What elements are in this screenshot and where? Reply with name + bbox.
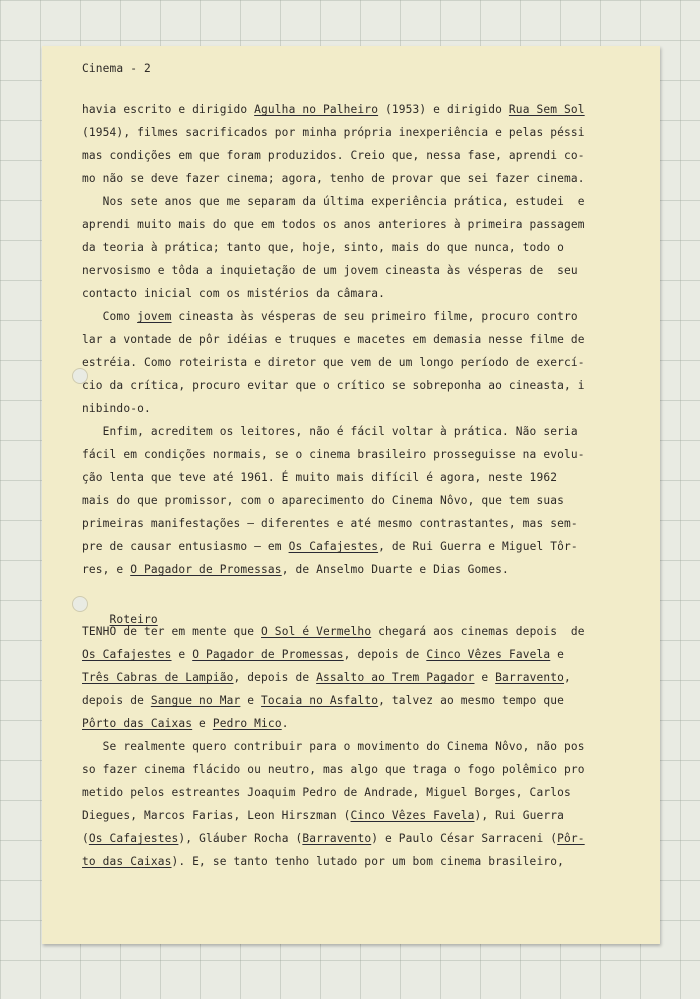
text-segment: , de Rui Guerra e Miguel Tôr-	[378, 540, 578, 553]
text-line	[82, 689, 630, 712]
text-line	[82, 351, 630, 374]
film-title: Pôr-	[557, 832, 585, 845]
text-line	[82, 804, 630, 827]
text-segment: nervosismo e tôda a inquietação de um jovem cineasta às vésperas de seu	[82, 264, 578, 277]
paragraph	[82, 620, 630, 735]
section-heading-text: Roteiro	[109, 613, 158, 626]
text-segment: aprendi muito mais do que em todos os anos anteriores à primeira passagem	[82, 218, 585, 231]
text-segment: e	[171, 648, 193, 661]
film-title: Tocaia no Asfalto	[261, 694, 379, 707]
text-line	[82, 167, 630, 190]
text-segment: ,	[564, 671, 571, 684]
text-segment: res, e	[82, 563, 131, 576]
text-segment: mas condições em que foram produzidos. Creio que, nessa fase, aprendi co-	[82, 149, 585, 162]
text-segment: havia escrito e dirigido	[82, 103, 255, 116]
film-title: Rua Sem Sol	[508, 103, 585, 116]
film-title: Assalto ao Trem Pagador	[316, 671, 475, 684]
text-segment: ), Gláuber Rocha (	[178, 832, 303, 845]
text-segment: e	[192, 717, 213, 730]
text-segment: ção lenta que teve até 1961. É muito mais difícil é agora, neste 1962	[82, 471, 558, 484]
film-title: Cinco Vêzes Favela	[350, 809, 475, 822]
text-line	[82, 121, 630, 144]
text-line	[82, 236, 630, 259]
text-segment: , de Anselmo Duarte e Dias Gomes.	[281, 563, 509, 576]
text-segment: cineasta às vésperas de seu primeiro filme, procuro contro	[171, 310, 578, 323]
paragraph	[82, 420, 630, 581]
text-segment: TENHO de ter em mente que	[82, 625, 262, 638]
text-line	[82, 535, 630, 558]
body-paragraphs	[82, 98, 630, 581]
film-title: Cinco Vêzes Favela	[426, 648, 551, 661]
paragraph	[82, 735, 630, 873]
text-line	[82, 305, 630, 328]
text-segment: mo não se deve fazer cinema; agora, tenho de provar que sei fazer cinema.	[82, 172, 585, 185]
text-segment: , depois de	[233, 671, 317, 684]
film-title: Os Cafajestes	[88, 832, 179, 845]
text-segment: metido pelos estreantes Joaquim Pedro de Andrade, Miguel Borges, Carlos	[82, 786, 571, 799]
text-segment: Nos sete anos que me separam da última experiência prática, estudei e	[82, 195, 585, 208]
text-line	[82, 850, 630, 873]
text-segment: e	[240, 694, 262, 707]
film-title: Os Cafajestes	[82, 648, 172, 661]
film-title: Sangue no Mar	[150, 694, 241, 707]
text-segment: ) e Paulo César Sarraceni (	[371, 832, 558, 845]
text-segment: (1954), filmes sacrificados por minha própria inexperiência e pelas péssi	[82, 126, 585, 139]
text-line	[82, 420, 630, 443]
film-title: Barravento	[495, 671, 565, 684]
text-line	[82, 443, 630, 466]
film-title: O Pagador de Promessas	[130, 563, 282, 576]
text-line	[82, 190, 630, 213]
text-line	[82, 781, 630, 804]
text-segment: depois de	[82, 694, 151, 707]
text-line	[82, 282, 630, 305]
text-line	[82, 512, 630, 535]
text-line	[82, 374, 630, 397]
text-segment: , talvez ao mesmo tempo que	[378, 694, 565, 707]
text-segment: estréia. Como roteirista e diretor que vem de um longo período de exercí-	[82, 356, 585, 369]
film-title: Barravento	[302, 832, 372, 845]
text-segment: (1953) e dirigido	[378, 103, 509, 116]
text-segment: e	[474, 671, 496, 684]
film-title: O Pagador de Promessas	[192, 648, 344, 661]
film-title: O Sol é Vermelho	[261, 625, 372, 638]
text-segment: contacto inicial com os mistérios da câmara.	[82, 287, 385, 300]
paragraph	[82, 98, 630, 190]
film-title: Três Cabras de Lampião	[82, 671, 234, 684]
text-segment: lar a vontade de pôr idéias e truques e macetes em demasia nesse filme de	[82, 333, 585, 346]
text-segment: Enfim, acreditem os leitores, não é fácil voltar à prática. Não seria	[82, 425, 578, 438]
text-segment: nibindo-o.	[82, 402, 151, 415]
text-line	[82, 213, 630, 236]
text-segment: ), Rui Guerra	[474, 809, 565, 822]
text-segment: da teoria à prática; tanto que, hoje, sinto, mais do que nunca, todo o	[82, 241, 564, 254]
text-segment: Se realmente quero contribuir para o movimento do Cinema Nôvo, não pos	[82, 740, 585, 753]
text-line	[82, 144, 630, 167]
text-segment: cio da crítica, procuro evitar que o crítico se sobreponha ao cineasta, i	[82, 379, 585, 392]
text-segment: e	[550, 648, 565, 661]
text-line	[82, 758, 630, 781]
text-segment: , depois de	[343, 648, 427, 661]
page-header: Cinema - 2	[82, 62, 151, 75]
text-segment: Como	[82, 310, 138, 323]
film-title: to das Caixas	[82, 855, 172, 868]
text-line	[82, 259, 630, 282]
text-line	[82, 466, 630, 489]
paragraph	[82, 190, 630, 305]
text-segment: fácil em condições normais, se o cinema brasileiro prosseguisse na evolu-	[82, 448, 585, 461]
section-paragraphs	[82, 620, 630, 873]
film-title: Pedro Mico	[212, 717, 282, 730]
text-segment: ). E, se tanto tenho lutado por um bom cinema brasileiro,	[171, 855, 564, 868]
text-segment: chegará aos cinemas depois de	[371, 625, 585, 638]
text-segment: Diegues, Marcos Farias, Leon Hirszman (	[82, 809, 351, 822]
text-line	[82, 98, 630, 121]
section-heading	[82, 585, 630, 626]
film-title: Agulha no Palheiro	[254, 103, 379, 116]
film-title: jovem	[137, 310, 172, 323]
text-line	[82, 328, 630, 351]
text-line	[82, 397, 630, 420]
text-segment: .	[281, 717, 289, 730]
text-segment: primeiras manifestações — diferentes e até mesmo contrastantes, mas sem-	[82, 517, 578, 530]
text-line	[82, 666, 630, 689]
film-title: Pôrto das Caixas	[82, 717, 193, 730]
text-line	[82, 643, 630, 666]
text-line	[82, 620, 630, 643]
text-line	[82, 489, 630, 512]
text-segment: mais do que promissor, com o aparecimento do Cinema Nôvo, que tem suas	[82, 494, 564, 507]
text-segment: (	[82, 832, 89, 845]
text-line	[82, 558, 630, 581]
text-segment: pre de causar entusiasmo — em	[82, 540, 289, 553]
page-text	[82, 60, 630, 873]
text-line	[82, 827, 630, 850]
paragraph	[82, 305, 630, 420]
film-title: Os Cafajestes	[288, 540, 379, 553]
text-line	[82, 712, 630, 735]
text-line	[82, 735, 630, 758]
text-segment: so fazer cinema flácido ou neutro, mas algo que traga o fogo polêmico pro	[82, 763, 585, 776]
